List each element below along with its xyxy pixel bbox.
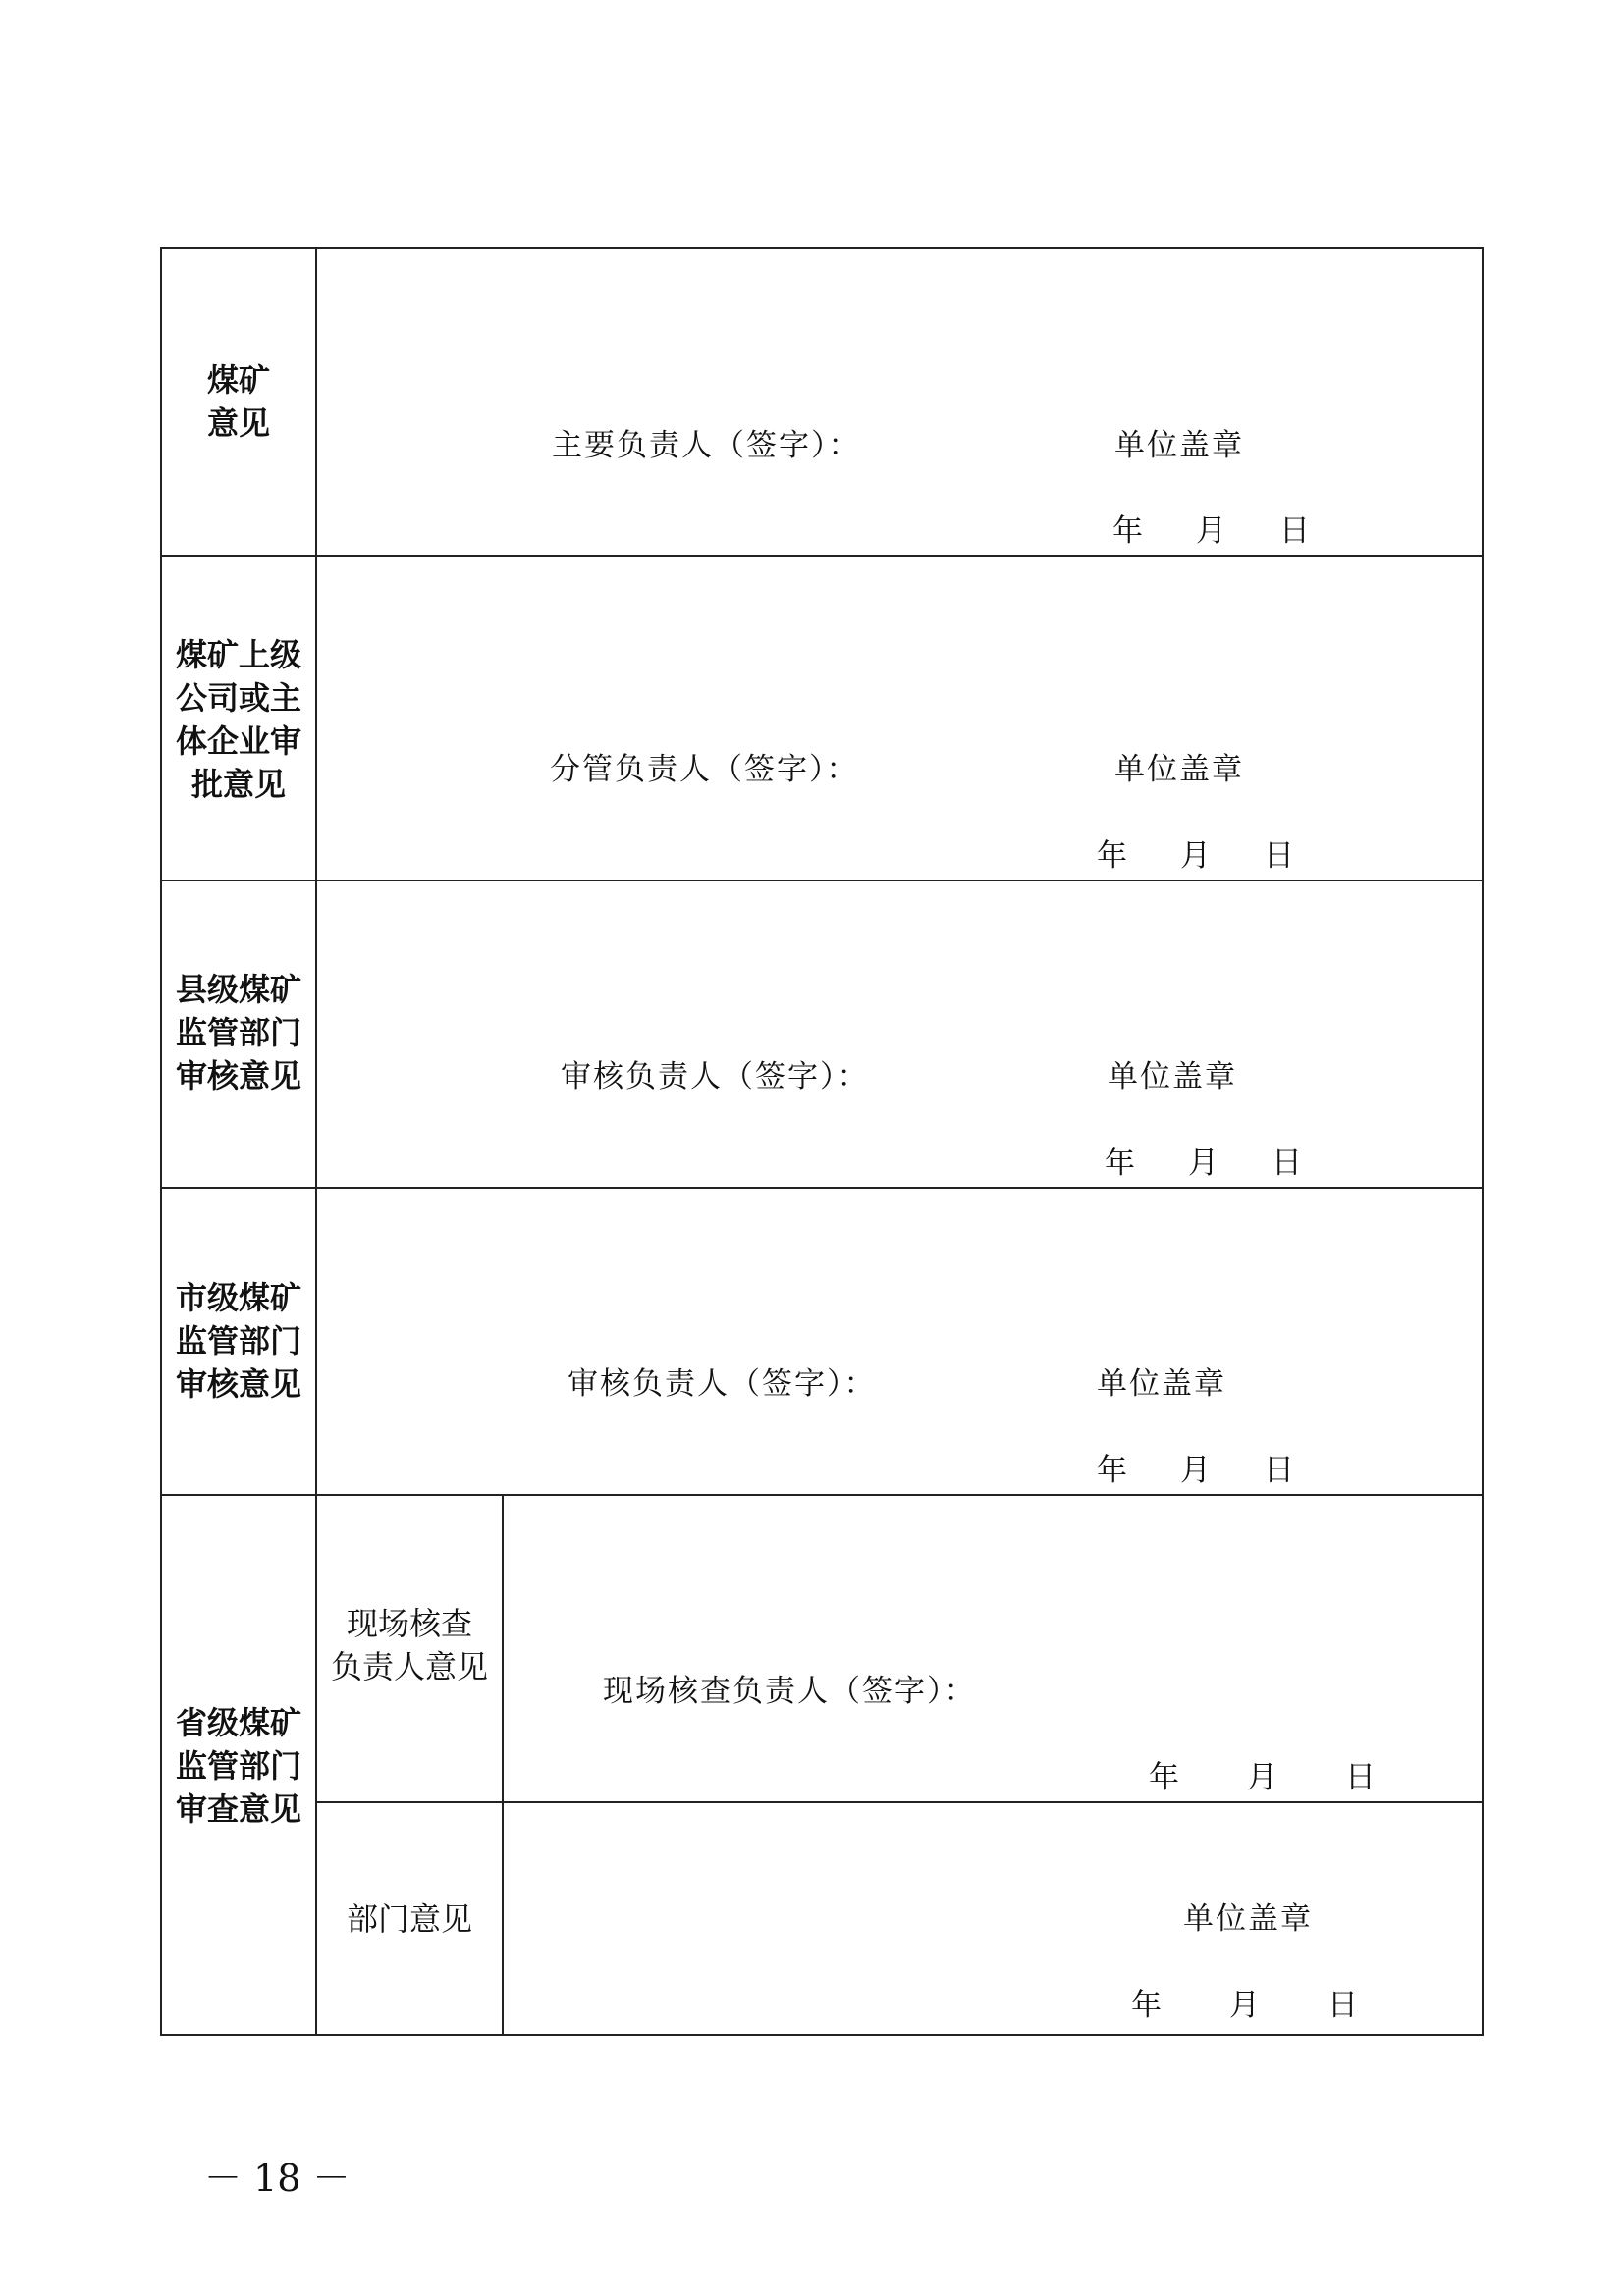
date-department	[1131, 1986, 1360, 2025]
seal-label-row3: 单位盖章	[1108, 1059, 1237, 1095]
date-day: 日	[1279, 513, 1312, 549]
seal-label-department: 单位盖章	[1183, 1901, 1313, 1937]
date-onsite-check	[1149, 1758, 1378, 1797]
table-border-top	[160, 247, 1484, 249]
date-row1	[1112, 511, 1312, 551]
date-day: 日	[1264, 1453, 1296, 1488]
row-divider-4	[160, 1494, 1484, 1496]
row-divider-1	[160, 555, 1484, 557]
row-divider-3	[160, 1187, 1484, 1189]
date-row3	[1105, 1144, 1304, 1183]
date-month: 月	[1188, 1146, 1220, 1181]
date-row2	[1097, 836, 1296, 876]
date-year: 年	[1112, 513, 1145, 549]
date-day: 日	[1264, 838, 1296, 874]
signer-city-reviewer: 审核负责人（签字）：	[568, 1366, 877, 1402]
row-label-county-review-opinion: 县级煤矿 监管部门 审核意见	[175, 971, 301, 1095]
date-month: 月	[1180, 838, 1213, 874]
sublabel-column-divider	[502, 1494, 504, 2036]
label-column-divider	[315, 247, 317, 2036]
row-divider-province-sub	[315, 1801, 1484, 1803]
sublabel-onsite-check-opinion: 现场核查 负责人意见	[330, 1605, 488, 1685]
sublabel-department-opinion: 部门意见	[346, 1900, 472, 1938]
date-year: 年	[1097, 1453, 1129, 1488]
date-year: 年	[1097, 838, 1129, 874]
seal-label-row4: 单位盖章	[1097, 1366, 1226, 1402]
signer-responsible-leader: 分管负责人（签字）：	[550, 752, 859, 787]
row-label-coal-mine-opinion: 煤矿 意见	[206, 361, 270, 442]
date-month: 月	[1180, 1453, 1213, 1488]
date-month: 月	[1247, 1760, 1279, 1795]
seal-label-row1: 单位盖章	[1114, 428, 1244, 463]
row-label-city-review-opinion: 市级煤矿 监管部门 审核意见	[175, 1279, 301, 1403]
table-border-bottom	[160, 2034, 1484, 2036]
date-year: 年	[1105, 1146, 1137, 1181]
seal-label-row2: 单位盖章	[1114, 752, 1244, 787]
row-label-province-review-opinion: 省级煤矿 监管部门 审查意见	[175, 1704, 301, 1828]
row-label-parent-company-opinion: 煤矿上级 公司或主 体企业审 批意见	[175, 636, 301, 803]
signer-county-reviewer: 审核负责人（签字）：	[561, 1059, 870, 1095]
date-day: 日	[1327, 1988, 1360, 2023]
page-number: － 18 －	[204, 2157, 351, 2200]
signer-main-leader: 主要负责人（签字）：	[552, 428, 861, 463]
row-divider-2	[160, 880, 1484, 881]
date-day: 日	[1345, 1760, 1378, 1795]
date-month: 月	[1196, 513, 1228, 549]
date-year: 年	[1131, 1988, 1164, 2023]
date-month: 月	[1229, 1988, 1262, 2023]
date-day: 日	[1272, 1146, 1304, 1181]
date-year: 年	[1149, 1760, 1181, 1795]
date-row4	[1097, 1451, 1296, 1490]
table-border-right	[1482, 247, 1484, 2036]
signer-onsite-check-leader: 现场核查负责人（签字）：	[603, 1674, 977, 1709]
